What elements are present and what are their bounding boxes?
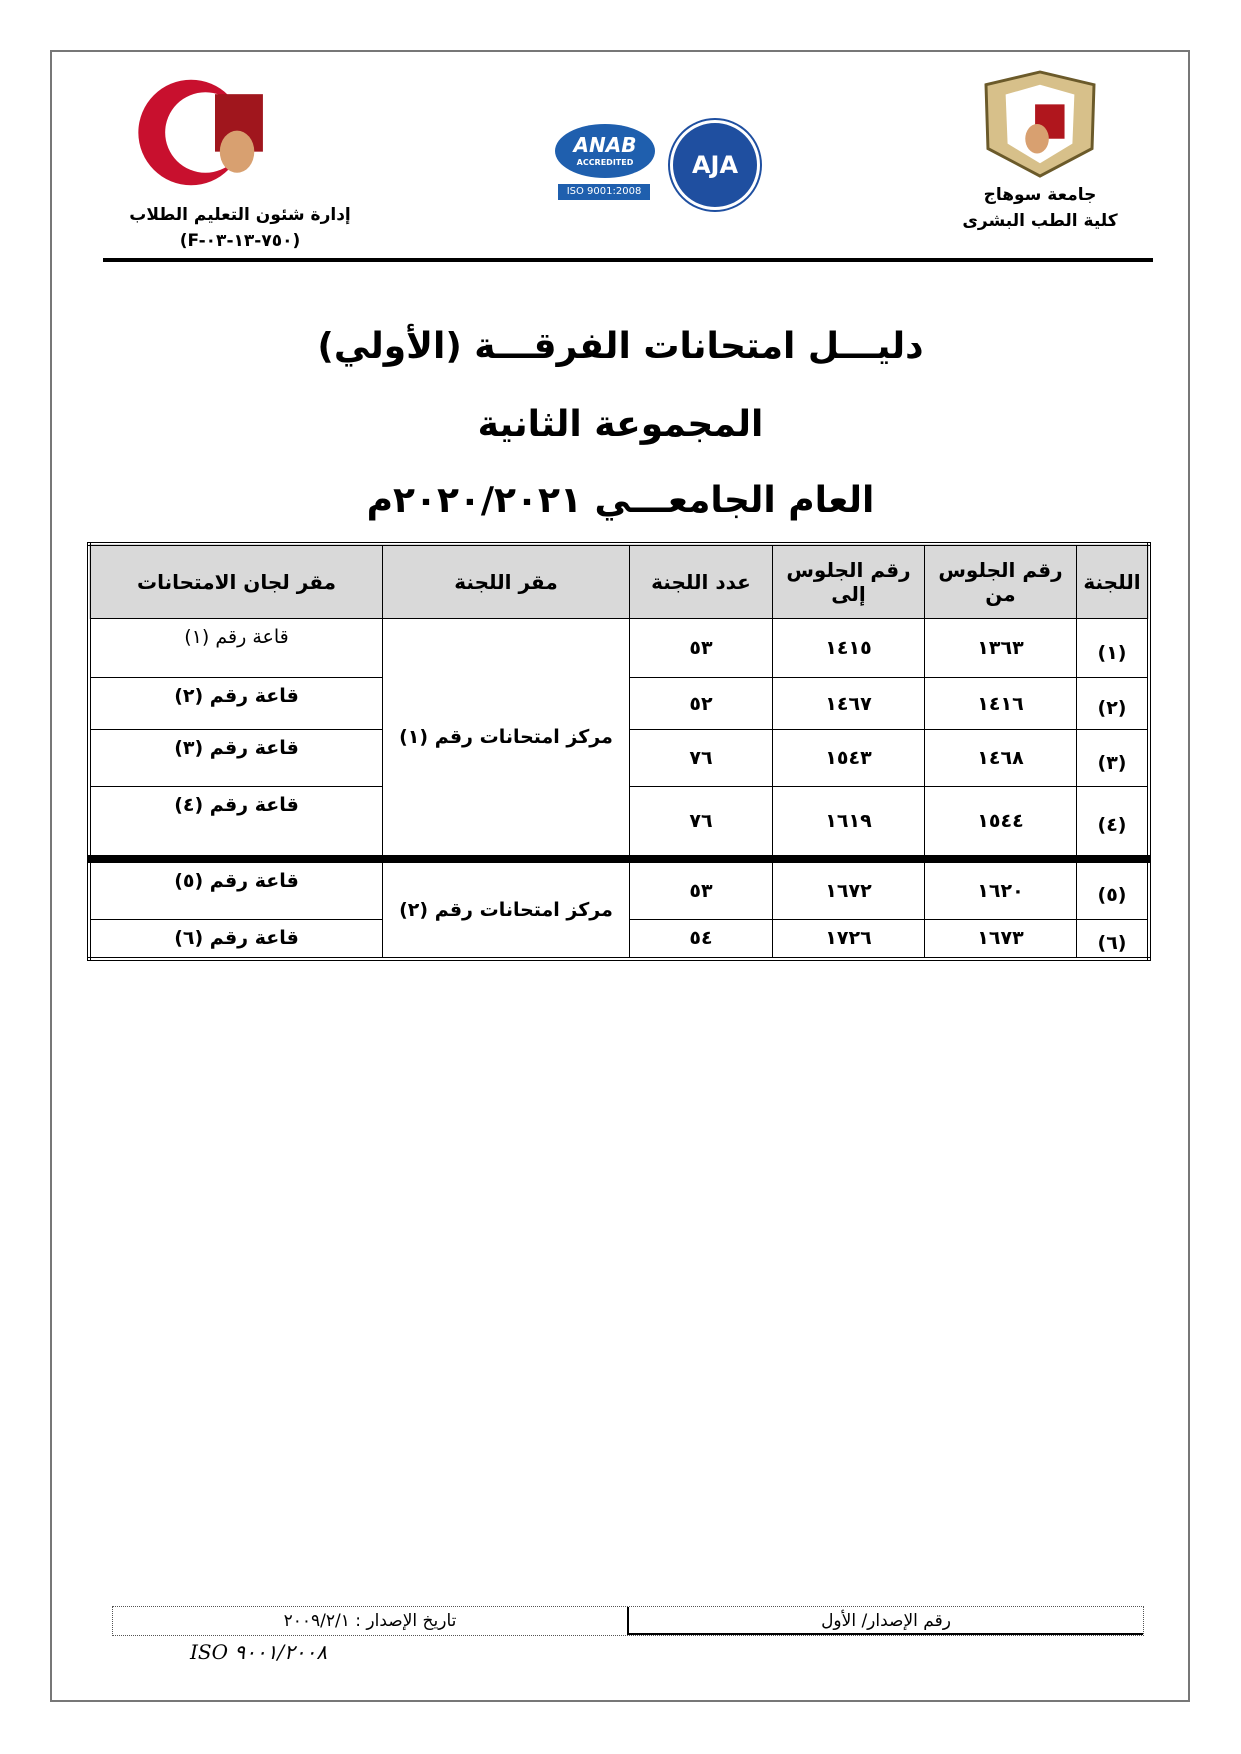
seat-from-cell: ١٤٦٨ <box>925 730 1077 787</box>
header-committee: اللجنة <box>1077 544 1150 619</box>
seat-to-cell: ١٤١٥ <box>773 619 925 678</box>
header-seat-from: رقم الجلوس من <box>925 544 1077 619</box>
issue-number: رقم الإصدار/ الأول <box>627 1607 1143 1635</box>
count-cell: ٧٦ <box>630 787 773 859</box>
student-affairs-caption: إدارة شئون التعليم الطلاب <box>129 205 351 225</box>
committee-cell: (٣) <box>1077 730 1150 787</box>
faculty-of-medicine-logo <box>120 75 310 190</box>
seat-from-cell: ١٣٦٣ <box>925 619 1077 678</box>
count-cell: ٥٢ <box>630 678 773 730</box>
table-row <box>89 859 1149 920</box>
header-divider <box>103 258 1153 262</box>
anab-text: ANAB <box>573 133 637 157</box>
form-code: (F-٧٥٠-١٣-٠٣) <box>179 231 301 251</box>
exam-schedule-table <box>87 542 1151 961</box>
hall-cell: قاعة رقم (٦) <box>89 920 383 959</box>
hall-cell: قاعة رقم (٢) <box>89 678 383 730</box>
academic-year: العام الجامعـــي ٢٠٢٠/٢٠٢١م <box>366 480 875 521</box>
university-name: جامعة سوهاج <box>983 185 1097 205</box>
header-halls: مقر لجان الامتحانات <box>89 544 383 619</box>
seat-to-cell: ١٤٦٧ <box>773 678 925 730</box>
seat-from-cell: ١٥٤٤ <box>925 787 1077 859</box>
committee-cell: (٦) <box>1077 920 1150 959</box>
accredited-text: ACCREDITED <box>576 158 634 167</box>
committee-cell: (٥) <box>1077 859 1150 920</box>
count-cell: ٥٣ <box>630 619 773 678</box>
sohag-university-logo <box>975 70 1105 178</box>
count-cell: ٥٤ <box>630 920 773 959</box>
center-cell: مركز امتحانات رقم (١) <box>383 619 630 859</box>
committee-cell: (١) <box>1077 619 1150 678</box>
center-cell: مركز امتحانات رقم (٢) <box>383 859 630 959</box>
hall-cell: قاعة رقم (٣) <box>89 730 383 787</box>
committee-cell: (٢) <box>1077 678 1150 730</box>
seat-to-cell: ١٦١٩ <box>773 787 925 859</box>
seat-to-cell: ١٥٤٣ <box>773 730 925 787</box>
seat-from-cell: ١٦٧٣ <box>925 920 1077 959</box>
issue-date: تاريخ الإصدار : ٢٠٠٩/٢/١ <box>283 1611 457 1631</box>
faculty-name: كلية الطب البشرى <box>962 211 1118 231</box>
committee-cell: (٤) <box>1077 787 1150 859</box>
header-count: عدد اللجنة <box>630 544 773 619</box>
header-seat-to: رقم الجلوس إلى <box>773 544 925 619</box>
page-title: دليـــل امتحانات الفرقـــة (الأولي) <box>317 326 924 367</box>
seat-from-cell: ١٤١٦ <box>925 678 1077 730</box>
count-cell: ٥٣ <box>630 859 773 920</box>
hall-cell: قاعة رقم (٤) <box>89 787 383 859</box>
iso-certification-logos <box>550 110 770 210</box>
table-row <box>89 619 1149 678</box>
header-center: مقر اللجنة <box>383 544 630 619</box>
seat-from-cell: ١٦٢٠ <box>925 859 1077 920</box>
group-subtitle: المجموعة الثانية <box>477 404 764 445</box>
hall-cell: قاعة رقم (١) <box>89 619 383 678</box>
footer-box <box>112 1606 1144 1636</box>
hall-cell: قاعة رقم (٥) <box>89 859 383 920</box>
seat-to-cell: ١٧٢٦ <box>773 920 925 959</box>
seat-to-cell: ١٦٧٢ <box>773 859 925 920</box>
count-cell: ٧٦ <box>630 730 773 787</box>
anab-logo <box>555 124 655 178</box>
iso-badge: ISO 9001:2008 <box>558 184 650 200</box>
table-header-row <box>89 544 1149 619</box>
iso-standard: ISO ٩٠٠١/٢٠٠٨ <box>190 1640 328 1664</box>
aja-logo: AJA <box>670 120 760 210</box>
